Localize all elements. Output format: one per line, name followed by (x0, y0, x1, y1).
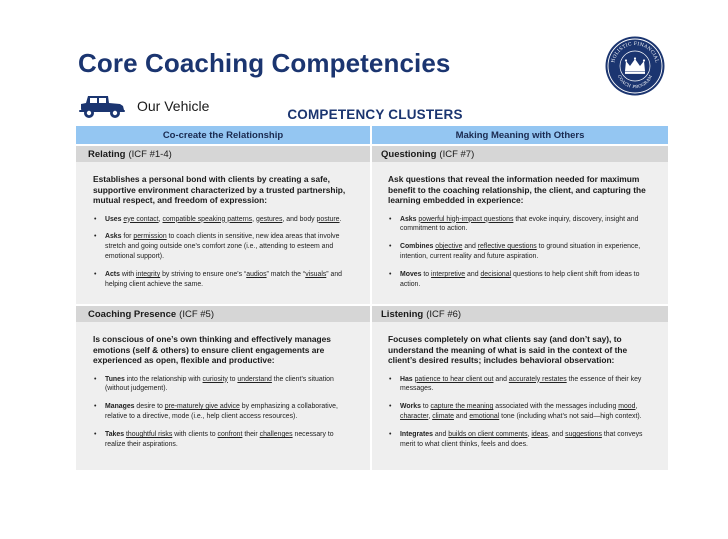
key-term: capture the meaning (430, 403, 494, 411)
competency-header-coaching-presence (76, 304, 372, 322)
key-term: emotional (469, 413, 500, 421)
competency-header-listening (372, 304, 668, 322)
behavior-verb: Takes (105, 431, 125, 439)
behavior-list (388, 375, 650, 450)
key-term: character (400, 413, 429, 421)
key-term: decisional (480, 271, 512, 279)
competency-grid (76, 126, 668, 488)
behavior-verb: Works (400, 403, 421, 411)
behavior-verb: Asks (105, 233, 122, 241)
competency-body-coaching-presence (76, 322, 372, 470)
competency-header-questioning (372, 144, 668, 162)
key-term: patience to hear client out (414, 375, 494, 383)
behavior-item: • Acts with integrity by striving to ensure one’s “audios” match the “visuals” and helping client achieve the same. (93, 270, 352, 290)
key-term: reflective questions (477, 243, 537, 251)
key-term: curiosity (202, 375, 228, 383)
key-term: permission (133, 233, 167, 241)
key-term: suggestions (565, 431, 602, 439)
behavior-item: • Tunes into the relationship with curiosity to understand the client’s situation (without judgement). (93, 375, 352, 395)
key-term: compatible speaking patterns (162, 215, 253, 223)
svg-text:COACH PROGRAM: COACH PROGRAM (616, 73, 654, 90)
key-term: pre-maturely give advice (164, 403, 240, 411)
behavior-item: • Asks for permission to coach clients in sensitive, new idea areas that involve stretch and going outside one’s comfort zone (i.e., attending to esteem and emotional support). (93, 232, 352, 262)
competency-header-relating (76, 144, 372, 162)
key-term: audios (246, 271, 267, 279)
key-term: gestures (255, 215, 283, 223)
vehicle-label: Our Vehicle (137, 98, 210, 114)
behavior-item: • Has patience to hear client out and accurately restates the essence of their key messages. (388, 375, 650, 395)
cluster-header-making-meaning: Making Meaning with Others (372, 126, 668, 144)
competency-name: Relating (88, 148, 126, 160)
behavior-item: • Moves to interpretive and decisional questions to help client shift from ideas to action. (388, 270, 650, 290)
behavior-item: • Manages desire to pre-maturely give advice by emphasizing a collaborative, relative to a directive, mode (i.e., help client access resources). (93, 402, 352, 422)
behavior-item: • Uses eye contact, compatible speaking patterns, gestures, and body posture. (93, 215, 352, 225)
behavior-verb: Moves (400, 271, 422, 279)
competency-lead: Focuses completely on what clients say (and don’t say), to understand the meaning of what is said in the context of the client’s desired results; includes behavioral observation: (388, 334, 628, 365)
behavior-verb: Uses (105, 215, 122, 223)
behavior-verb: Asks (400, 215, 417, 223)
competency-lead: Ask questions that reveal the information needed for maximum benefit to the coaching relationship, the client, and capturing the learning embedded in experience: (388, 174, 646, 205)
clusters-heading: COMPETENCY CLUSTERS (287, 107, 463, 122)
vintage-car-icon (78, 93, 126, 119)
behavior-verb: Tunes (105, 375, 125, 383)
key-term: eye contact (123, 215, 159, 223)
behavior-verb: Acts (105, 271, 120, 279)
competency-body-relating (76, 162, 372, 304)
behavior-item: • Works to capture the meaning associated with the messages including mood, character, climate and emotional tone (including what’s not said—high context). (388, 402, 650, 422)
competency-lead: Is conscious of one’s own thinking and effectively manages emotions (self & others) to ensure client engagements are experienced as open, flexible and productive: (93, 334, 331, 365)
page-title: Core Coaching Competencies (78, 48, 451, 78)
key-term: objective (435, 243, 463, 251)
competency-icf: (ICF #5) (179, 308, 215, 320)
competency-icf: (ICF #7) (439, 148, 475, 160)
key-term: posture (316, 215, 340, 223)
key-term: understand (237, 375, 272, 383)
behavior-list (93, 375, 352, 450)
competency-icf: (ICF #6) (426, 308, 462, 320)
competency-body-listening (372, 322, 668, 470)
competency-body-questioning (372, 162, 668, 304)
behavior-verb: Integrates (400, 431, 433, 439)
holistic-financial-coach-program-logo (605, 36, 665, 96)
key-term: integrity (136, 271, 161, 279)
key-term: powerful high-impact questions (418, 215, 514, 223)
key-term: ideas (531, 431, 548, 439)
behavior-item: • Asks powerful high-impact questions that evoke inquiry, discovery, insight and commitment to action. (388, 215, 650, 235)
competency-lead: Establishes a personal bond with clients by creating a safe, supportive environment characterized by a trusted partnership, mutual respect, and freedom of expression: (93, 174, 346, 205)
behavior-item: • Integrates and builds on client comments, ideas, and suggestions that conveys merit to what client thinks, feels and does. (388, 430, 650, 450)
behavior-item: • Combines objective and reflective questions to ground situation in experience, intention, current reality and future aspiration. (388, 242, 650, 262)
key-term: confront (217, 431, 243, 439)
behavior-verb: Has (400, 375, 413, 383)
competency-name: Questioning (381, 148, 437, 160)
behavior-verb: Combines (400, 243, 434, 251)
key-term: builds on client comments (448, 431, 528, 439)
key-term: mood (618, 403, 636, 411)
behavior-verb: Manages (105, 403, 135, 411)
competency-icf: (ICF #1-4) (128, 148, 172, 160)
competency-name: Listening (381, 308, 424, 320)
key-term: climate (432, 413, 455, 421)
key-term: interpretive (431, 271, 466, 279)
key-term: visuals (305, 271, 327, 279)
key-term: thoughtful risks (125, 431, 173, 439)
cluster-header-co-create: Co-create the Relationship (76, 126, 372, 144)
competency-name: Coaching Presence (88, 308, 177, 320)
behavior-item: • Takes thoughtful risks with clients to confront their challenges necessary to realize their aspirations. (93, 430, 352, 450)
svg-text:HOLISTIC FINANCIAL: HOLISTIC FINANCIAL (611, 41, 659, 64)
behavior-list (388, 215, 650, 290)
behavior-list (93, 215, 352, 290)
key-term: challenges (259, 431, 293, 439)
key-term: accurately restates (508, 375, 567, 383)
